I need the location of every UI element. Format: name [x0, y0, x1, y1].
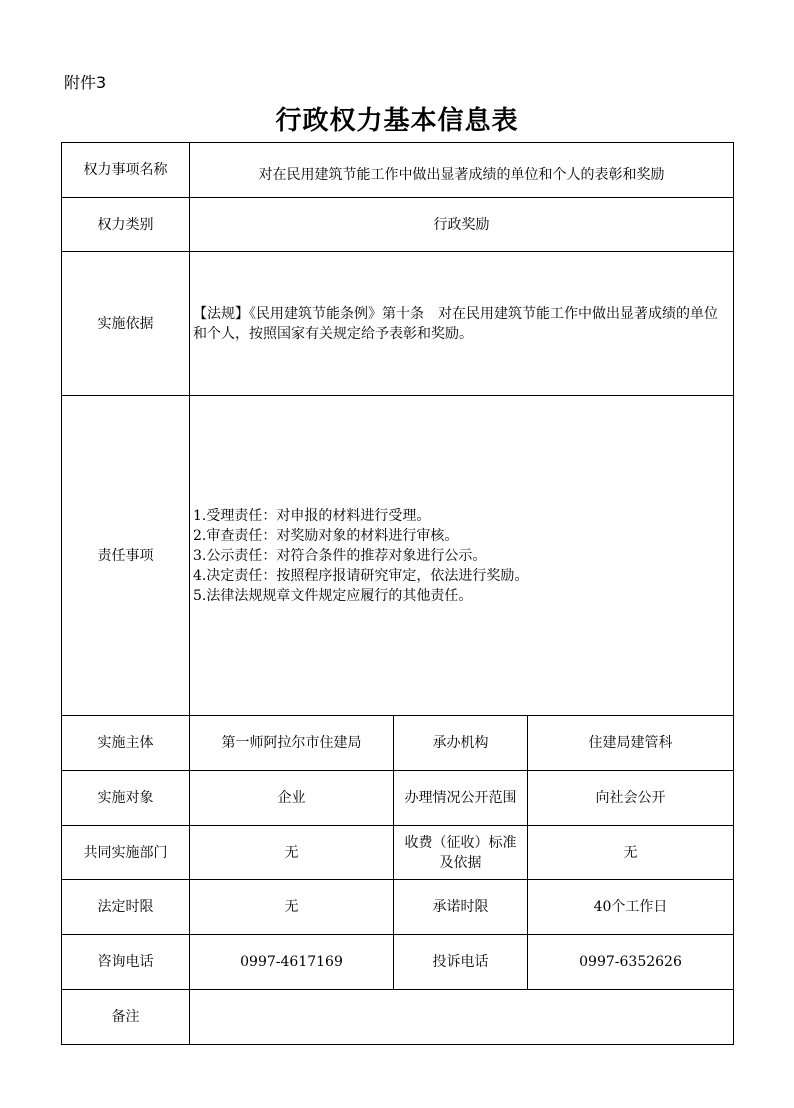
fee-label: 收费（征收）标准 及依据: [394, 826, 528, 880]
agency-value: 住建局建管科: [528, 716, 734, 771]
disclosure-value: 向社会公开: [528, 771, 734, 826]
remark-label: 备注: [62, 990, 190, 1045]
duty-item: 5.法律法规规章文件规定应履行的其他责任。: [193, 587, 473, 604]
basis-label: 实施依据: [62, 252, 190, 396]
promise-limit-label: 承诺时限: [394, 880, 528, 935]
row-target: [62, 771, 734, 826]
remark-value: [190, 990, 734, 1045]
duty-item: 2.审查责任：对奖励对象的材料进行审核。: [193, 527, 459, 544]
power-name-value: 对在民用建筑节能工作中做出显著成绩的单位和个人的表彰和奖励: [190, 143, 734, 198]
duty-label: 责任事项: [62, 396, 190, 716]
agency-label: 承办机构: [394, 716, 528, 771]
basis-value: 【法规】《民用建筑节能条例》第十条 对在民用建筑节能工作中做出显著成绩的单位和个人，按照国家有关规定给予表彰和奖励。: [190, 252, 734, 396]
row-joint: [62, 826, 734, 880]
attachment-label: 附件3: [64, 73, 107, 92]
joint-label: 共同实施部门: [62, 826, 190, 880]
joint-value: 无: [190, 826, 394, 880]
duty-item: 3.公示责任：对符合条件的推荐对象进行公示。: [193, 547, 487, 564]
row-power-category: [62, 198, 734, 252]
duty-item: 1.受理责任：对申报的材料进行受理。: [193, 507, 431, 524]
complaint-label: 投诉电话: [394, 935, 528, 990]
complaint-phone: 0997-6352626: [528, 935, 734, 990]
subject-value: 第一师阿拉尔市住建局: [190, 716, 394, 771]
row-remark: [62, 990, 734, 1045]
disclosure-label: 办理情况公开范围: [394, 771, 528, 826]
power-name-label: 权力事项名称: [62, 143, 190, 198]
row-time-limit: [62, 880, 734, 935]
consult-label: 咨询电话: [62, 935, 190, 990]
row-duties: [62, 396, 734, 716]
row-basis: [62, 252, 734, 396]
consult-phone: 0997-4617169: [190, 935, 394, 990]
power-category-label: 权力类别: [62, 198, 190, 252]
row-phone: [62, 935, 734, 990]
power-info-table: [61, 142, 734, 1045]
duty-item: 4.决定责任：按照程序报请研究审定，依法进行奖励。: [193, 567, 529, 584]
power-category-value: 行政奖励: [190, 198, 734, 252]
duty-list: [190, 396, 734, 716]
target-value: 企业: [190, 771, 394, 826]
subject-label: 实施主体: [62, 716, 190, 771]
legal-limit-value: 无: [190, 880, 394, 935]
fee-value: 无: [528, 826, 734, 880]
row-power-name: [62, 143, 734, 198]
target-label: 实施对象: [62, 771, 190, 826]
row-subject: [62, 716, 734, 771]
promise-limit-value: 40个工作日: [528, 880, 734, 935]
legal-limit-label: 法定时限: [62, 880, 190, 935]
page-title: 行政权力基本信息表: [275, 106, 519, 136]
